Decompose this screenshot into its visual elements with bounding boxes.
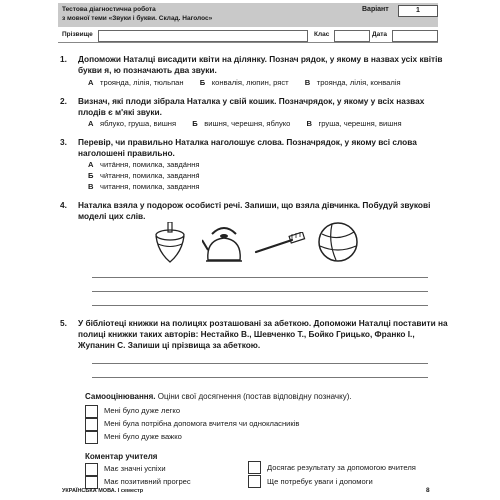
option-b[interactable]: Б вишня, черешня, яблуко bbox=[192, 119, 291, 128]
self-checkbox-hard[interactable] bbox=[85, 431, 98, 444]
option-c[interactable]: В троянда, лілія, конвалія bbox=[304, 78, 401, 87]
variant-label: Варіант bbox=[362, 6, 389, 13]
teacher-option-label: Досягає результату за допомогою вчителя bbox=[267, 463, 416, 472]
option-a[interactable]: А троянда, лілія, тюльпан bbox=[88, 78, 184, 87]
teacher-checkbox-needs-help[interactable] bbox=[248, 475, 261, 488]
kettle-icon bbox=[202, 220, 246, 266]
self-option-label: Мені було дуже легко bbox=[104, 406, 181, 415]
teacher-comment-title: Коментар учителя bbox=[85, 452, 158, 461]
test-title-line1: Тестова діагностична робота bbox=[62, 6, 156, 13]
option-b[interactable]: Б чи́тання, помилка, завдання́ bbox=[88, 171, 200, 180]
toothbrush-icon bbox=[254, 232, 306, 256]
variant-value: 1 bbox=[398, 5, 438, 17]
question-1-text: Допоможи Наталці висадити квіти на ділянку. Познач рядок, у якому в назвах усіх квітів букви я, ю позначають два звуки. bbox=[78, 54, 443, 75]
surname-field[interactable] bbox=[98, 30, 308, 42]
test-title-line2: з мовної теми «Звуки і букви. Склад. Наголос» bbox=[62, 15, 213, 22]
teacher-option-label: Має значні успіхи bbox=[104, 464, 166, 473]
teacher-checkbox-success[interactable] bbox=[85, 463, 98, 476]
footer-subject: УКРАЇНСЬКА МОВА. І семестр bbox=[62, 488, 144, 494]
self-option-label: Мені було дуже важко bbox=[104, 432, 182, 441]
question-2-text: Визнач, які плоди зібрала Наталка у свій кошик. Позначрядок, у якому у всіх назвах плодів є м'які звуки. bbox=[78, 96, 425, 117]
question-1-options bbox=[88, 77, 415, 88]
teacher-option-label: Має позитивний прогрес bbox=[104, 477, 191, 486]
answer-line[interactable] bbox=[92, 363, 428, 364]
teacher-checkbox-with-help[interactable] bbox=[248, 461, 261, 474]
answer-line[interactable] bbox=[92, 291, 428, 292]
question-3-text: Перевір, чи правильно Наталка наголошує слова. Позначрядок, у якому всі слова наголошені правильно. bbox=[78, 137, 417, 158]
option-c[interactable]: В читання, помилка, завдання bbox=[88, 182, 200, 191]
ball-icon bbox=[316, 220, 360, 264]
self-checkbox-easy[interactable] bbox=[85, 405, 98, 418]
question-2-number: 2. bbox=[60, 96, 67, 106]
test-title bbox=[62, 5, 212, 23]
self-checkbox-help[interactable] bbox=[85, 418, 98, 431]
teacher-option-label: Ще потребує уваги і допомоги bbox=[267, 477, 373, 486]
page-number: 8 bbox=[426, 487, 430, 494]
question-3-number: 3. bbox=[60, 137, 67, 147]
class-label: Клас bbox=[314, 31, 330, 38]
question-4-number: 4. bbox=[60, 200, 67, 210]
option-a[interactable]: А яблуко, груша, вишня bbox=[88, 119, 177, 128]
option-a[interactable]: А чита́ння, помилка, завда́ння bbox=[88, 160, 200, 169]
question-2-options bbox=[88, 118, 416, 129]
answer-line[interactable] bbox=[92, 305, 428, 306]
class-field[interactable] bbox=[334, 30, 370, 42]
header-panel bbox=[58, 3, 438, 27]
self-option-label: Мені була потрібна допомога вчителя чи однокласників bbox=[104, 419, 300, 428]
question-5-number: 5. bbox=[60, 318, 67, 328]
student-info-row bbox=[58, 28, 438, 43]
date-field[interactable] bbox=[392, 30, 438, 42]
surname-label: Прізвище bbox=[62, 31, 93, 38]
question-1-number: 1. bbox=[60, 54, 67, 64]
question-4-text: Наталка взяла у подорож особисті речі. Запиши, що взяла дівчинка. Побудуй звукові моделі цих слів. bbox=[78, 200, 431, 221]
option-c[interactable]: В груша, черешня, вишня bbox=[306, 119, 402, 128]
spinning-top-icon bbox=[150, 222, 190, 266]
question-5-text: У бібліотеці книжки на полицях розташовані за абеткою. Допоможи Наталці поставити на полиці книжки таких авторів: Нестайко В., Шевченко Т., Бойко Грицько, Франко І., Жупанин С. Запиши ці прізвища за абеткою. bbox=[78, 318, 448, 350]
answer-line[interactable] bbox=[92, 277, 428, 278]
item-pictures bbox=[150, 218, 360, 268]
question-3-options bbox=[88, 159, 200, 192]
date-label: Дата bbox=[372, 31, 388, 38]
answer-line[interactable] bbox=[92, 377, 428, 378]
self-assessment-title: Самооцінювання. Оціни свої досягнення (постав відповідну позначку). bbox=[85, 392, 352, 401]
option-b[interactable]: Б конвалія, люпин, ряст bbox=[199, 78, 289, 87]
